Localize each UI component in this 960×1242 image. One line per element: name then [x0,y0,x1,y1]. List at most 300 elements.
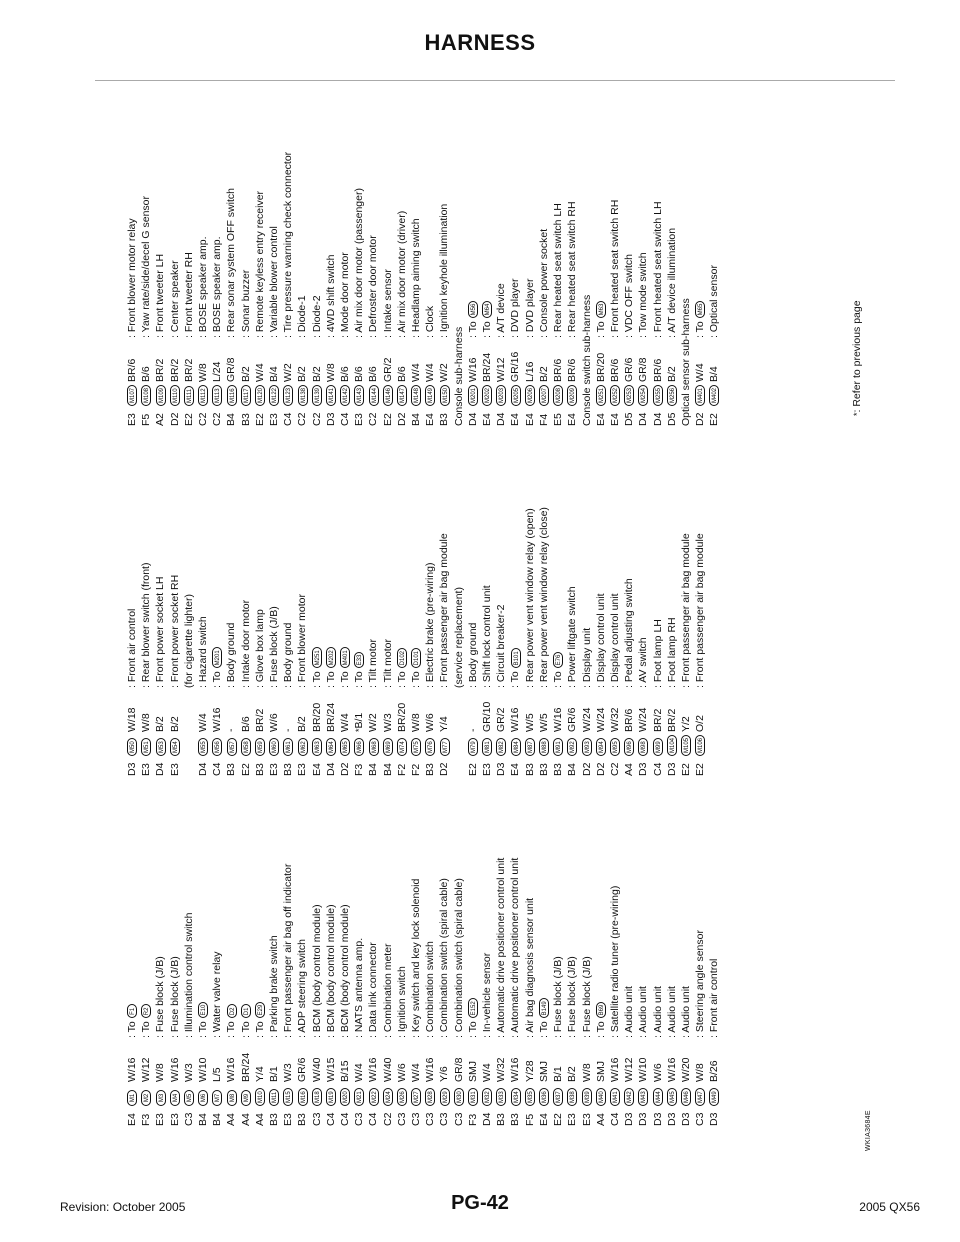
connector-number-cell [281,1082,295,1106]
wire-color-text: GR/8 [225,357,238,382]
connector-row [537,786,551,1126]
connector-number-cell [196,1082,210,1106]
connector-number-cell [324,732,338,756]
connector-description-text: : In-vehicle sensor [481,952,494,1038]
connector-description-text: : To [694,318,707,338]
connector-number-cell [239,732,253,756]
connector-description [295,86,309,338]
connector-number-badge: M37 [553,1088,563,1106]
connector-number-cell [693,1082,707,1106]
wire-color-text: BR/6 [552,358,565,382]
wire-color-text: L/5 [211,1067,224,1082]
connector-description [153,86,167,338]
connected-connector-badge: E10 [198,1002,208,1019]
wire-color-terminal [580,688,594,732]
connector-description-text: : Audio unit [679,986,692,1038]
grid-reference: E2 [708,413,721,426]
connector-description-text: : To [594,1018,607,1038]
connector-number-badge: M91 [553,738,563,756]
wire-color-terminal [480,688,494,732]
connector-description [125,86,139,338]
connector-number-badge: M206 [525,385,535,406]
connector-description-text: (service replacement) [452,587,465,688]
connector-description-text: : To [253,1018,266,1038]
connector-number-badge: M61 [283,738,293,756]
connector-row [452,786,466,1126]
connector-number-badge: M108 [141,385,151,406]
wire-color-text: O/2 [694,715,707,732]
connector-number-cell [580,1082,594,1106]
grid-reference: E4 [509,413,522,426]
wire-color-terminal [622,1038,636,1082]
connector-row [523,786,537,1126]
connector-number-cell [366,732,380,756]
connector-description [480,86,494,338]
wire-color-text: W/16 [665,1057,678,1082]
wire-color-terminal [466,688,480,732]
connector-number-badge: M123 [283,385,293,406]
connector-description-text: : Front tweeter RH [182,252,195,338]
connector-row [182,431,196,776]
wire-color-terminal [409,688,423,732]
wire-color-text: W/8 [154,1063,167,1082]
wire-color-text: W/4 [694,363,707,382]
connector-description-text: : Ignition switch [395,966,408,1038]
grid-reference: C3 [310,1112,323,1126]
connector-number-cell [693,382,707,406]
connector-description [466,431,480,688]
connected-connector-badge: M201 [212,647,222,668]
connector-description [494,786,508,1038]
connector-number-cell [196,732,210,756]
connector-description [693,786,707,1038]
grid-reference: F3 [353,763,366,776]
connector-description-text: : Display control unit [608,593,621,688]
connector-description-text: : To [466,1018,479,1038]
harness-connector-list-frame [95,80,895,1171]
connector-number-badge: M51 [141,738,151,756]
wire-color-text: W/32 [495,1057,508,1082]
wire-color-text: W/16 [168,1057,181,1082]
connector-row [224,431,238,776]
connector-row [182,86,196,426]
grid-reference: C3 [410,1112,423,1126]
connector-number-badge: M79 [468,738,478,756]
wire-color-text: GR/8 [637,357,650,382]
connector-description-text: : To [324,668,337,688]
connector-description-text: : Yaw rate/side/decel G sensor [140,195,153,338]
connector-number-cell [423,732,437,756]
connector-description [182,86,196,338]
grid-reference: E3 [154,1113,167,1126]
connector-number-cell [565,732,579,756]
connector-row [338,786,352,1126]
connector-number-badge: M112 [198,385,208,406]
connector-description [125,786,139,1038]
connector-description [608,786,622,1038]
wire-color-terminal [508,338,522,382]
wire-color-text: BR/6 [623,708,636,732]
connector-row [665,786,679,1126]
connector-number-cell [594,732,608,756]
connector-number-badge: M46 [681,1088,691,1106]
connector-description-text: : Display unit [580,627,593,688]
connected-connector-badge: R2 [141,1004,151,1018]
connector-description [480,786,494,1038]
connector-description [366,431,380,688]
connector-row [508,786,522,1126]
connector-number-cell [622,732,636,756]
wire-color-text: W/2 [367,713,380,732]
connector-description-text: : Rear heated seat switch LH [552,203,565,338]
connector-number-badge: M88 [539,738,549,756]
connector-description-text: : BOSE speaker amp. [211,236,224,338]
connector-row [551,86,565,426]
wire-color-text: Y/2 [679,716,692,732]
grid-reference: E3 [282,1113,295,1126]
connector-description [551,86,565,338]
connector-row [594,86,608,426]
connector-description-text: : Tilt motor [381,638,394,688]
connector-description-text: : To [481,318,494,338]
grid-reference: B3 [537,763,550,776]
wire-color-terminal [224,1038,238,1082]
wire-color-terminal [622,688,636,732]
connector-number-cell [224,1082,238,1106]
connector-number-badge: M98 [638,738,648,756]
connector-description [381,431,395,688]
connector-number-cell [523,732,537,756]
connector-description [267,86,281,338]
connector-number-badge: M53 [156,738,166,756]
wire-color-text: Y/6 [438,1066,451,1082]
wire-color-text: B/4 [708,366,721,382]
grid-reference: A4 [253,1113,266,1126]
wire-color-text: B/2 [296,716,309,732]
wire-color-text: B/2 [239,366,252,382]
grid-reference: D4 [481,1112,494,1126]
wire-color-text: W/8 [140,713,153,732]
wire-color-terminal [707,338,721,382]
rotated-connector-list [95,81,895,1171]
wire-color-text: BR/2 [253,708,266,732]
grid-reference: C3 [694,1112,707,1126]
connector-number-cell [324,1082,338,1106]
grid-reference: B3 [552,763,565,776]
connector-number-badge: M147 [397,385,407,406]
grid-reference: D3 [495,762,508,776]
connector-number-badge: M146 [383,385,393,406]
wire-color-text: W/16 [211,707,224,732]
connector-description [338,786,352,1038]
connector-row [494,86,508,426]
connector-number-cell [125,1082,139,1106]
wire-color-terminal [267,338,281,382]
connector-number-badge: M111 [184,386,194,406]
wire-color-terminal [537,338,551,382]
connector-number-badge: M41 [610,1088,620,1106]
connected-connector-badge: M202 [326,647,336,668]
connector-number-cell [381,1082,395,1106]
connector-description [196,786,210,1038]
connector-row [395,786,409,1126]
connector-number-badge: M63 [312,738,322,756]
wire-color-text: W/16 [608,1057,621,1082]
connector-number-badge: M10 [255,1088,265,1106]
connector-number-cell [196,382,210,406]
wire-color-terminal [622,338,636,382]
connector-description-text: : Power liftgate switch [566,586,579,688]
connector-number-cell [608,1082,622,1106]
grid-reference: D2 [694,412,707,426]
connector-description [565,86,579,338]
wire-color-text: W/8 [694,1063,707,1082]
connector-description [125,431,139,688]
connector-number-cell [239,382,253,406]
grid-reference: D4 [466,412,479,426]
wire-color-text: W/4 [339,713,352,732]
grid-reference: D4 [495,412,508,426]
wire-color-terminal [679,1038,693,1082]
connector-description [594,86,608,338]
connector-description [409,786,423,1038]
connected-connector-badge: M401 [340,647,350,668]
connector-number-cell [338,1082,352,1106]
connector-row [608,786,622,1126]
figure-id: WKIA3684E [865,1110,872,1151]
wire-color-terminal [295,338,309,382]
connected-connector-badge: D1 [241,1004,251,1018]
connector-row [239,786,253,1126]
connector-description-text: : BCM (body control module) [324,904,337,1038]
connector-number-cell [295,382,309,406]
wire-color-terminal [494,688,508,732]
connector-row [253,86,267,426]
connector-row [508,86,522,426]
connector-description [381,786,395,1038]
connector-description [295,431,309,688]
connector-description-text: : Diode-1 [296,295,309,338]
wire-color-text: W/12 [623,1057,636,1082]
wire-color-text: BR/2 [154,358,167,382]
connector-number-cell [168,1082,182,1106]
connector-description [508,86,522,338]
connector-description [409,431,423,688]
wire-color-text: B/6 [140,366,153,382]
connector-number-badge: M65 [340,738,350,756]
connector-description-text: : Front power socket RH [168,574,181,688]
wire-color-text: - [225,728,238,732]
connector-description-text: : Combination switch [424,941,437,1038]
connector-description [338,431,352,688]
wire-color-terminal [352,1038,366,1082]
grid-reference: E4 [424,413,437,426]
connector-description-text: : AV switch [637,637,650,688]
connector-number-cell [466,732,480,756]
wire-color-terminal [679,688,693,732]
connector-number-cell [253,732,267,756]
connector-description [494,431,508,688]
wire-color-terminal [139,338,153,382]
connector-description [537,431,551,688]
connector-number-badge: M143 [354,385,364,406]
wire-color-text: B/6 [367,366,380,382]
connector-number-cell [366,1082,380,1106]
connector-description [239,431,253,688]
wire-color-text: B/1 [268,1066,281,1082]
wire-color-text: W/24 [637,707,650,732]
connector-description-text: : Variable blower control [268,226,281,338]
connector-description-text: : Body ground [466,622,479,688]
connector-description-text: : Water valve relay [211,951,224,1038]
connector-row [551,431,565,776]
page-number: PG-42 [451,1192,509,1214]
grid-reference: D3 [324,412,337,426]
wire-color-text: W/4 [410,1063,423,1082]
wire-color-terminal [651,688,665,732]
wire-color-terminal [565,338,579,382]
connector-number-badge: M96 [624,738,634,756]
connector-number-cell [494,1082,508,1106]
connector-description-text: : Foot lamp RH [665,617,678,688]
grid-reference: E3 [168,1113,181,1126]
connector-number-cell [153,382,167,406]
connector-number-badge: M38 [567,1088,577,1106]
connector-row [651,86,665,426]
connector-number-badge: M34 [511,1088,521,1106]
wire-color-terminal [466,338,480,382]
wire-color-terminal [636,1038,650,1082]
connector-description [437,431,451,688]
wire-color-text: W/40 [310,1057,323,1082]
connector-number-badge: M62 [298,738,308,756]
grid-reference: C3 [424,1112,437,1126]
grid-reference: C2 [296,412,309,426]
connector-description-text: : Glove box lamp [253,609,266,688]
connector-description-text: : Front heated seat switch LH [651,201,664,338]
connector-description [608,86,622,338]
connector-description [324,431,338,688]
connector-description [494,86,508,338]
grid-reference: D3 [637,1112,650,1126]
connector-description-text: : Front passenger air bag module [438,533,451,688]
wire-color-terminal [665,338,679,382]
connector-row [622,431,636,776]
grid-reference: E2 [466,763,479,776]
grid-reference: E2 [253,413,266,426]
connector-row [224,86,238,426]
connector-number-cell [523,382,537,406]
wire-color-terminal [423,688,437,732]
connector-number-cell [395,732,409,756]
connector-description-text: : Remote keyless entry receiver [253,190,266,338]
wire-color-text: W/5 [537,713,550,732]
grid-reference: E3 [126,413,138,426]
wire-color-terminal [224,688,238,732]
wire-color-text: W/16 [466,357,479,382]
wire-color-text: GR/10 [481,701,494,732]
connector-number-badge: M104 [667,735,677,756]
connector-description-text: : To [537,1018,550,1038]
grid-reference: D5 [665,412,678,426]
connector-number-cell [594,1082,608,1106]
connector-description-text: : Front heated seat switch RH [608,199,621,338]
wire-color-terminal [310,338,324,382]
wire-color-text: B/6 [395,366,408,382]
connector-row [395,431,409,776]
connector-description [537,786,551,1038]
connector-description-text: : Fuse block (J/B) [154,956,167,1038]
footnote [851,300,863,416]
connector-number-cell [281,732,295,756]
connector-number-cell [366,382,380,406]
grid-reference: E3 [296,763,309,776]
wire-color-text: W/8 [197,363,210,382]
connector-description-text: : Rear power vent window relay (close) [537,507,550,688]
wire-color-terminal [295,688,309,732]
grid-reference: C3 [452,1112,465,1126]
connector-number-cell [665,1082,679,1106]
wire-color-text: - [282,728,295,732]
connector-description-text: : Diode-2 [310,295,323,338]
connector-number-cell [636,1082,650,1106]
connector-number-cell [608,732,622,756]
connector-description [267,431,281,688]
wire-color-terminal [437,1038,451,1082]
connector-description-text: : Circuit breaker-2 [495,604,508,688]
connector-number-badge: M139 [312,385,322,406]
connector-number-cell [565,1082,579,1106]
connector-number-badge: M56 [212,738,222,756]
wire-color-terminal [168,338,182,382]
connector-number-badge: M21 [354,1088,364,1106]
connector-number-cell [224,732,238,756]
connector-number-cell [693,732,707,756]
wire-color-terminal [523,1038,537,1082]
wire-color-text: B/2 [665,366,678,382]
connector-row [480,431,494,776]
connector-number-badge: M44 [653,1088,663,1106]
connector-description [281,786,295,1038]
grid-reference: E3 [168,763,181,776]
connector-number-cell [168,732,182,756]
connector-description [281,431,295,688]
connector-row [693,86,707,426]
connector-description [310,86,324,338]
connector-number-badge: M3 [156,1090,166,1106]
connector-description [310,431,324,688]
connector-number-badge: M76 [425,738,435,756]
connector-number-cell [295,732,309,756]
connector-description-text: : Front passenger air bag module [694,533,707,688]
connector-row [651,786,665,1126]
connector-description [551,431,565,688]
connector-number-cell [239,1082,253,1106]
connector-number-cell [338,382,352,406]
connector-row [196,86,210,426]
connector-description-text: : To [239,1018,252,1038]
connector-number-badge: M66 [354,738,364,756]
connector-description-text: : Shift lock control unit [481,585,494,688]
connector-row [281,86,295,426]
connector-row [651,431,665,776]
section-header: Optical sensor sub-harness [679,298,692,426]
grid-reference: E2 [694,763,707,776]
grid-reference: C3 [395,1112,408,1126]
wire-color-terminal [295,1038,309,1082]
wire-color-text: GR/6 [566,707,579,732]
connector-number-cell [381,382,395,406]
